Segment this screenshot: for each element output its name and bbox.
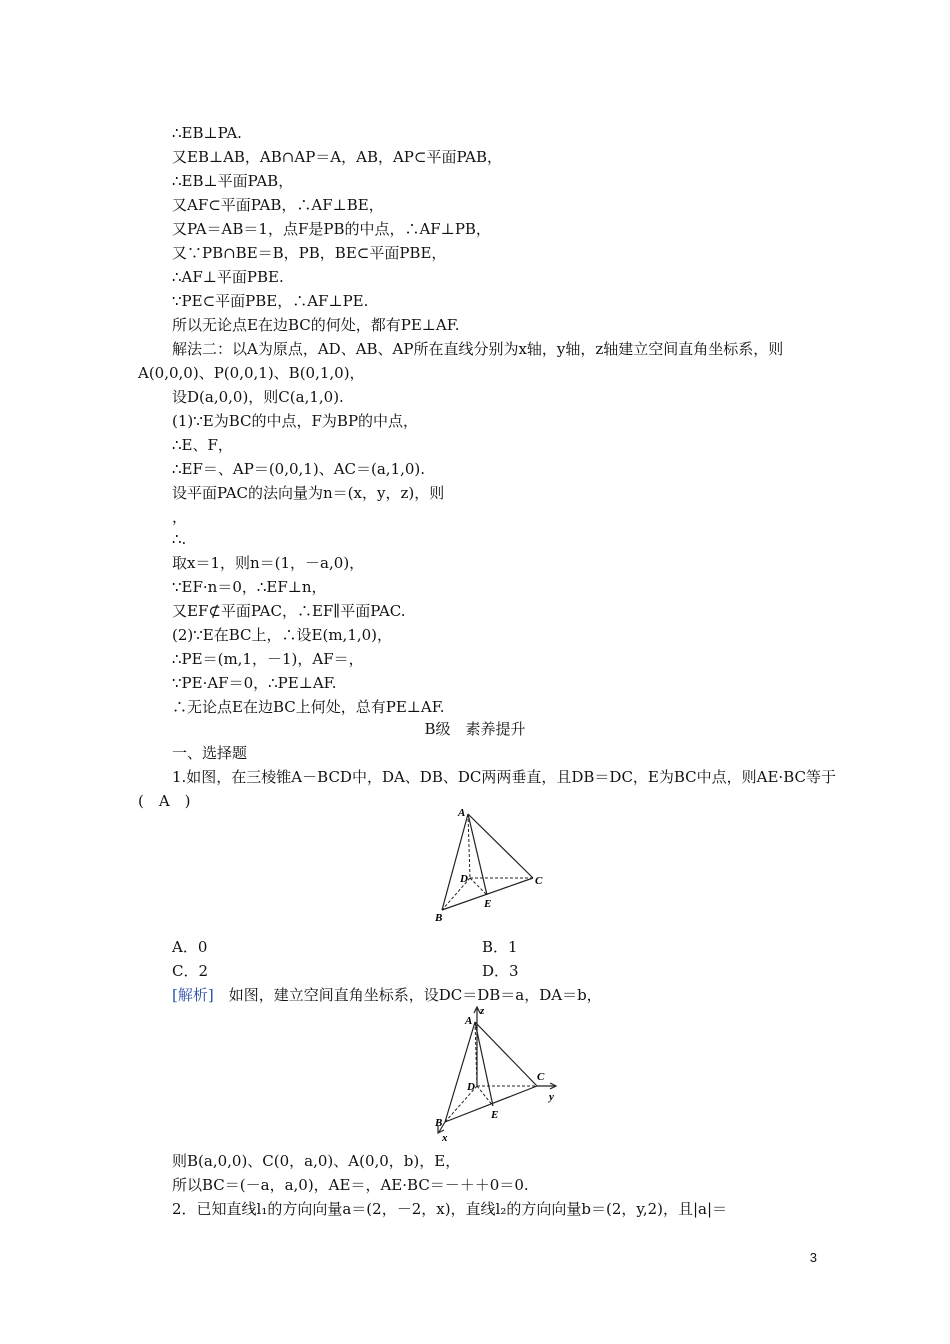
text-line: 设D(a,0,0)，则C(a,1,0). (172, 388, 344, 406)
text-line: 解法二：以A为原点，AD、AB、AP所在直线分别为x轴，y轴，z轴建立空间直角坐标系，则 (172, 340, 784, 358)
text-line: 又∵PB∩BE＝B，PB，BE⊂平面PBE， (172, 244, 447, 262)
text-line: 设平面PAC的法向量为n＝(x，y，z)，则 (172, 484, 445, 502)
text-line: ∵EF·n＝0，∴EF⊥n， (172, 578, 327, 596)
text-line: ∴无论点E在边BC上何处，总有PE⊥AF. (172, 698, 445, 716)
analysis-text: 如图，建立空间直角坐标系，设DC＝DB＝a，DA＝b， (213, 986, 602, 1004)
text-line: 所以BC＝(－a，a,0)，AE＝，AE·BC＝－＋＋0＝0. (172, 1176, 529, 1194)
fig2-label-x: x (442, 1132, 448, 1144)
fig1-label-a: A (458, 807, 466, 819)
fig2-label-e: E (491, 1109, 499, 1121)
tetrahedron-figure-2 (425, 1004, 570, 1144)
text-line: 所以无论点E在边BC的何处，都有PE⊥AF. (172, 316, 460, 334)
fig1-label-e: E (484, 898, 492, 910)
text-line: 又EF⊄平面PAC，∴EF∥平面PAC. (172, 602, 406, 620)
text-line: ∴EB⊥PA. (172, 124, 242, 142)
text-line: 又AF⊂平面PAB，∴AF⊥BE， (172, 196, 384, 214)
text-line: ∴AF⊥平面PBE. (172, 268, 284, 286)
text-line: 又EB⊥AB，AB∩AP＝A，AB，AP⊂平面PAB， (172, 148, 503, 166)
text-line: 取x＝1，则n＝(1，－a,0)， (172, 554, 365, 572)
text-line: ∴EB⊥平面PAB， (172, 172, 294, 190)
text-line: ∴. (172, 530, 187, 548)
option-a: A．0 (172, 938, 208, 956)
text-line: 则B(a,0,0)、C(0，a,0)、A(0,0，b)，E， (172, 1152, 461, 1170)
fig2-label-a: A (465, 1015, 473, 1027)
page-number: 3 (809, 1250, 817, 1265)
option-d: D．3 (482, 962, 519, 980)
fig2-label-b: B (435, 1117, 443, 1129)
text-line: A(0,0,0)、P(0,0,1)、B(0,1,0)， (138, 364, 365, 382)
text-line: ∴EF＝、AP＝(0,0,1)、AC＝(a,1,0). (172, 460, 426, 478)
text-line: 又PA＝AB＝1，点F是PB的中点，∴AF⊥PB， (172, 220, 491, 238)
text-line: ∴PE＝(m,1，－1)，AF＝， (172, 650, 364, 668)
question-1-answer: ( A ) (138, 792, 191, 810)
text-line: ∵PE⊂平面PBE，∴AF⊥PE. (172, 292, 369, 310)
fig2-label-y: y (549, 1091, 554, 1103)
text-line: (1)∵E为BC的中点，F为BP的中点， (172, 412, 419, 430)
text-line: ∴E、F， (172, 436, 233, 454)
fig2-label-c: C (537, 1071, 545, 1083)
fig1-label-c: C (535, 875, 543, 887)
subsection-title: 一、选择题 (172, 744, 248, 762)
fig1-label-d: D (460, 873, 468, 885)
question-2-text: 2．已知直线l₁的方向向量a＝(2，－2，x)，直线l₂的方向向量b＝(2，y,2)，且|a|＝ (172, 1200, 728, 1218)
text-line: (2)∵E在BC上，∴设E(m,1,0)， (172, 626, 393, 644)
tetrahedron-figure-1 (425, 800, 555, 925)
question-1-text: 1.如图，在三棱锥A－BCD中，DA、DB、DC两两垂直，且DB＝DC，E为BC中点，则AE·BC等于 (172, 768, 836, 786)
fig1-label-b: B (435, 912, 443, 924)
fig2-label-z: z (480, 1005, 485, 1017)
fig2-label-d: D (467, 1081, 475, 1093)
analysis-line (172, 984, 602, 1006)
text-line: ， (172, 508, 188, 526)
option-b: B．1 (482, 938, 518, 956)
section-title: B级 素养提升 (424, 720, 526, 738)
option-c: C．2 (172, 962, 209, 980)
text-line: ∵PE·AF＝0，∴PE⊥AF. (172, 674, 337, 692)
analysis-tag: [解析] (172, 986, 214, 1004)
